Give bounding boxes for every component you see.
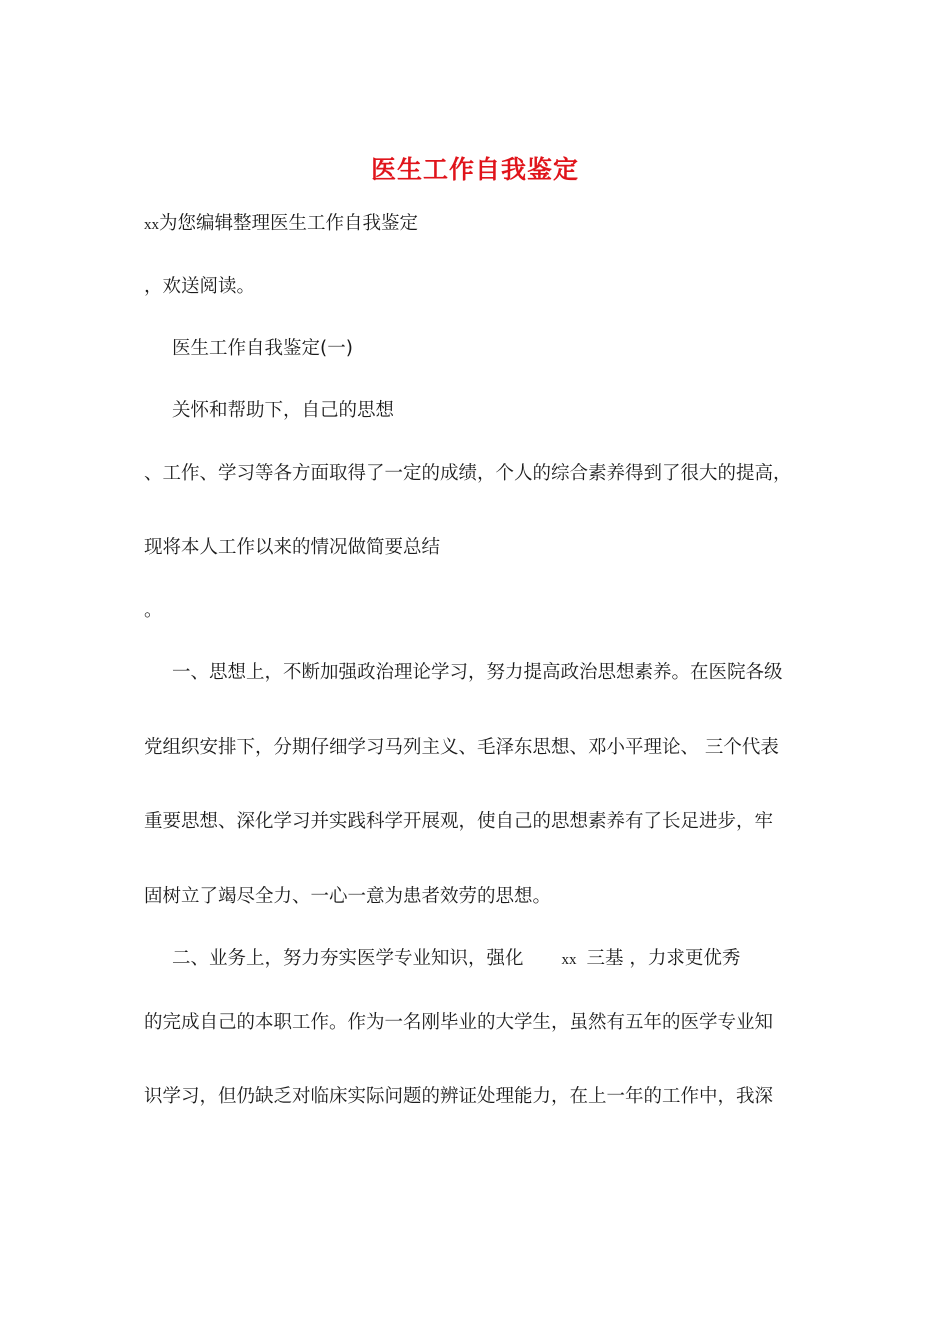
para3-xx: xx — [561, 952, 577, 968]
paragraph-line — [172, 946, 740, 973]
intro-prefix: xx — [144, 217, 159, 233]
para3-text-b: 三基 ，力求更优秀 — [586, 948, 741, 969]
intro-line-2: ，欢送阅读。 — [144, 276, 256, 297]
paragraph-line: 党组织安排下，分期仔细学习马列主义、毛泽东思想、邓小平理论、 三个代表 — [144, 737, 779, 758]
paragraph-line: 固树立了竭尽全力、一心一意为患者效劳的思想。 — [144, 886, 552, 907]
section-heading: 医生工作自我鉴定(一) — [172, 338, 353, 359]
para3-text-a: 二、业务上，努力夯实医学专业知识，强化 — [172, 948, 524, 969]
intro-line — [144, 211, 418, 238]
paragraph-line: 识学习，但仍缺乏对临床实际问题的辨证处理能力，在上一年的工作中，我深 — [144, 1086, 774, 1107]
intro-text: 为您编辑整理医生工作自我鉴定 — [159, 213, 419, 234]
paragraph-line: 一、思想上，不断加强政治理论学习，努力提高政治思想素养。在医院各级 — [172, 662, 783, 683]
paragraph-line: 、工作、学习等各方面取得了一定的成绩，个人的综合素养得到了很大的提高， — [144, 463, 792, 484]
paragraph-line: 关怀和帮助下，自己的思想 — [172, 400, 395, 421]
paragraph-line: 重要思想、深化学习并实践科学开展观，使自己的思想素养有了长足进步，牢 — [144, 811, 774, 832]
paragraph-line: 现将本人工作以来的情况做简要总结 — [144, 537, 441, 558]
document-title: 医生工作自我鉴定 — [370, 155, 579, 184]
paragraph-line: 的完成自己的本职工作。作为一名刚毕业的大学生，虽然有五年的医学专业知 — [144, 1012, 774, 1033]
paragraph-line: 。 — [144, 600, 163, 621]
